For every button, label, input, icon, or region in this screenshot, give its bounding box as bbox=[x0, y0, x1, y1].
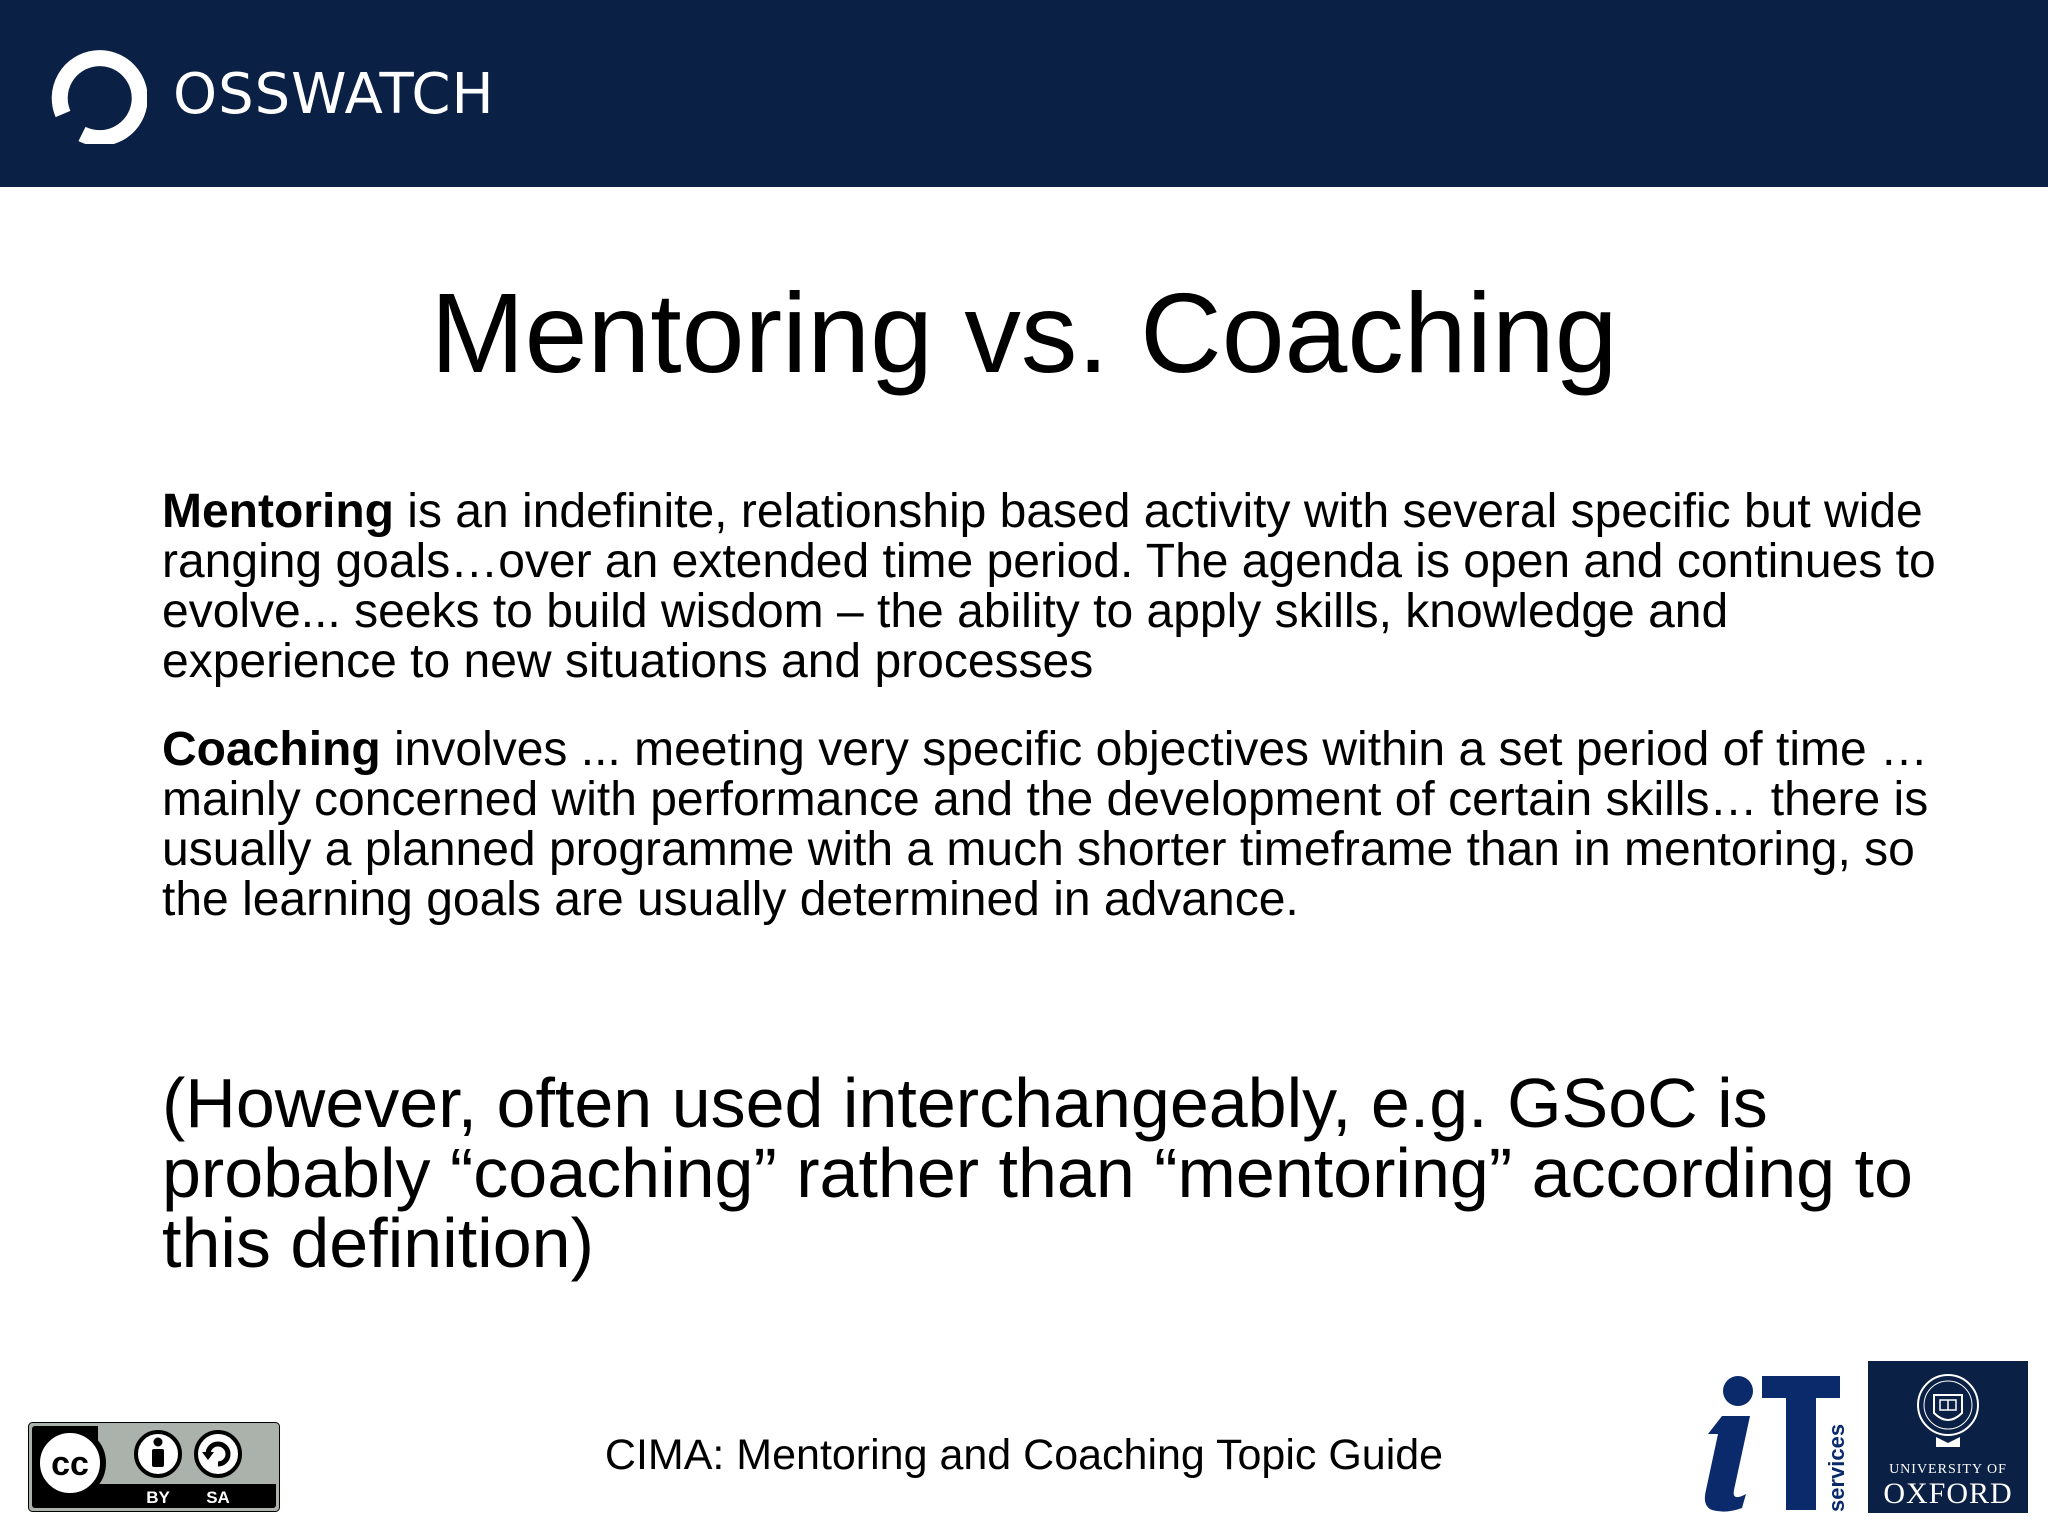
coaching-paragraph bbox=[162, 725, 1962, 925]
it-services-word: services bbox=[1824, 1423, 1849, 1512]
license-by-label: BY bbox=[146, 1488, 170, 1507]
mentoring-definition: is an indefinite, relationship based activity with several specific but wide ranging goals…over an extended time period. The agenda is open and continues to evolve... seeks to build wisdom – the ability to apply skills, knowledge and experience to new situations and processes bbox=[162, 485, 1936, 688]
interchangeable-note: (However, often used interchangeably, e.g. GSoC is probably “coaching” rather than “mentoring” according to this definition) bbox=[162, 1064, 1913, 1282]
coaching-definition: involves ... meeting very specific objectives within a set period of time … mainly concerned with performance and the development of certain skills… there is usually a planned programme with a much shorter timeframe than in mentoring, so the learning goals are usually determined in advance. bbox=[162, 723, 1929, 926]
coaching-term: Coaching bbox=[162, 723, 381, 776]
slide-title: Mentoring vs. Coaching bbox=[430, 270, 1618, 396]
license-sa-label: SA bbox=[206, 1488, 230, 1507]
oxford-university-of: UNIVERSITY OF bbox=[1889, 1462, 2007, 1477]
oxford-logo bbox=[1868, 1361, 2028, 1513]
footer-source: CIMA: Mentoring and Coaching Topic Guide bbox=[604, 1431, 1444, 1479]
oxford-crest-icon bbox=[1914, 1371, 1982, 1453]
brand-name: OSSWATCH bbox=[173, 62, 495, 127]
it-services-logo-icon bbox=[1682, 1372, 1852, 1514]
header-bar bbox=[0, 0, 2048, 187]
oxford-name: OXFORD bbox=[1883, 1477, 2013, 1510]
mentoring-paragraph bbox=[162, 487, 1962, 687]
osswatch-logo-icon bbox=[49, 46, 147, 144]
mentoring-term: Mentoring bbox=[162, 485, 394, 538]
svg-text:cc: cc bbox=[51, 1445, 89, 1483]
